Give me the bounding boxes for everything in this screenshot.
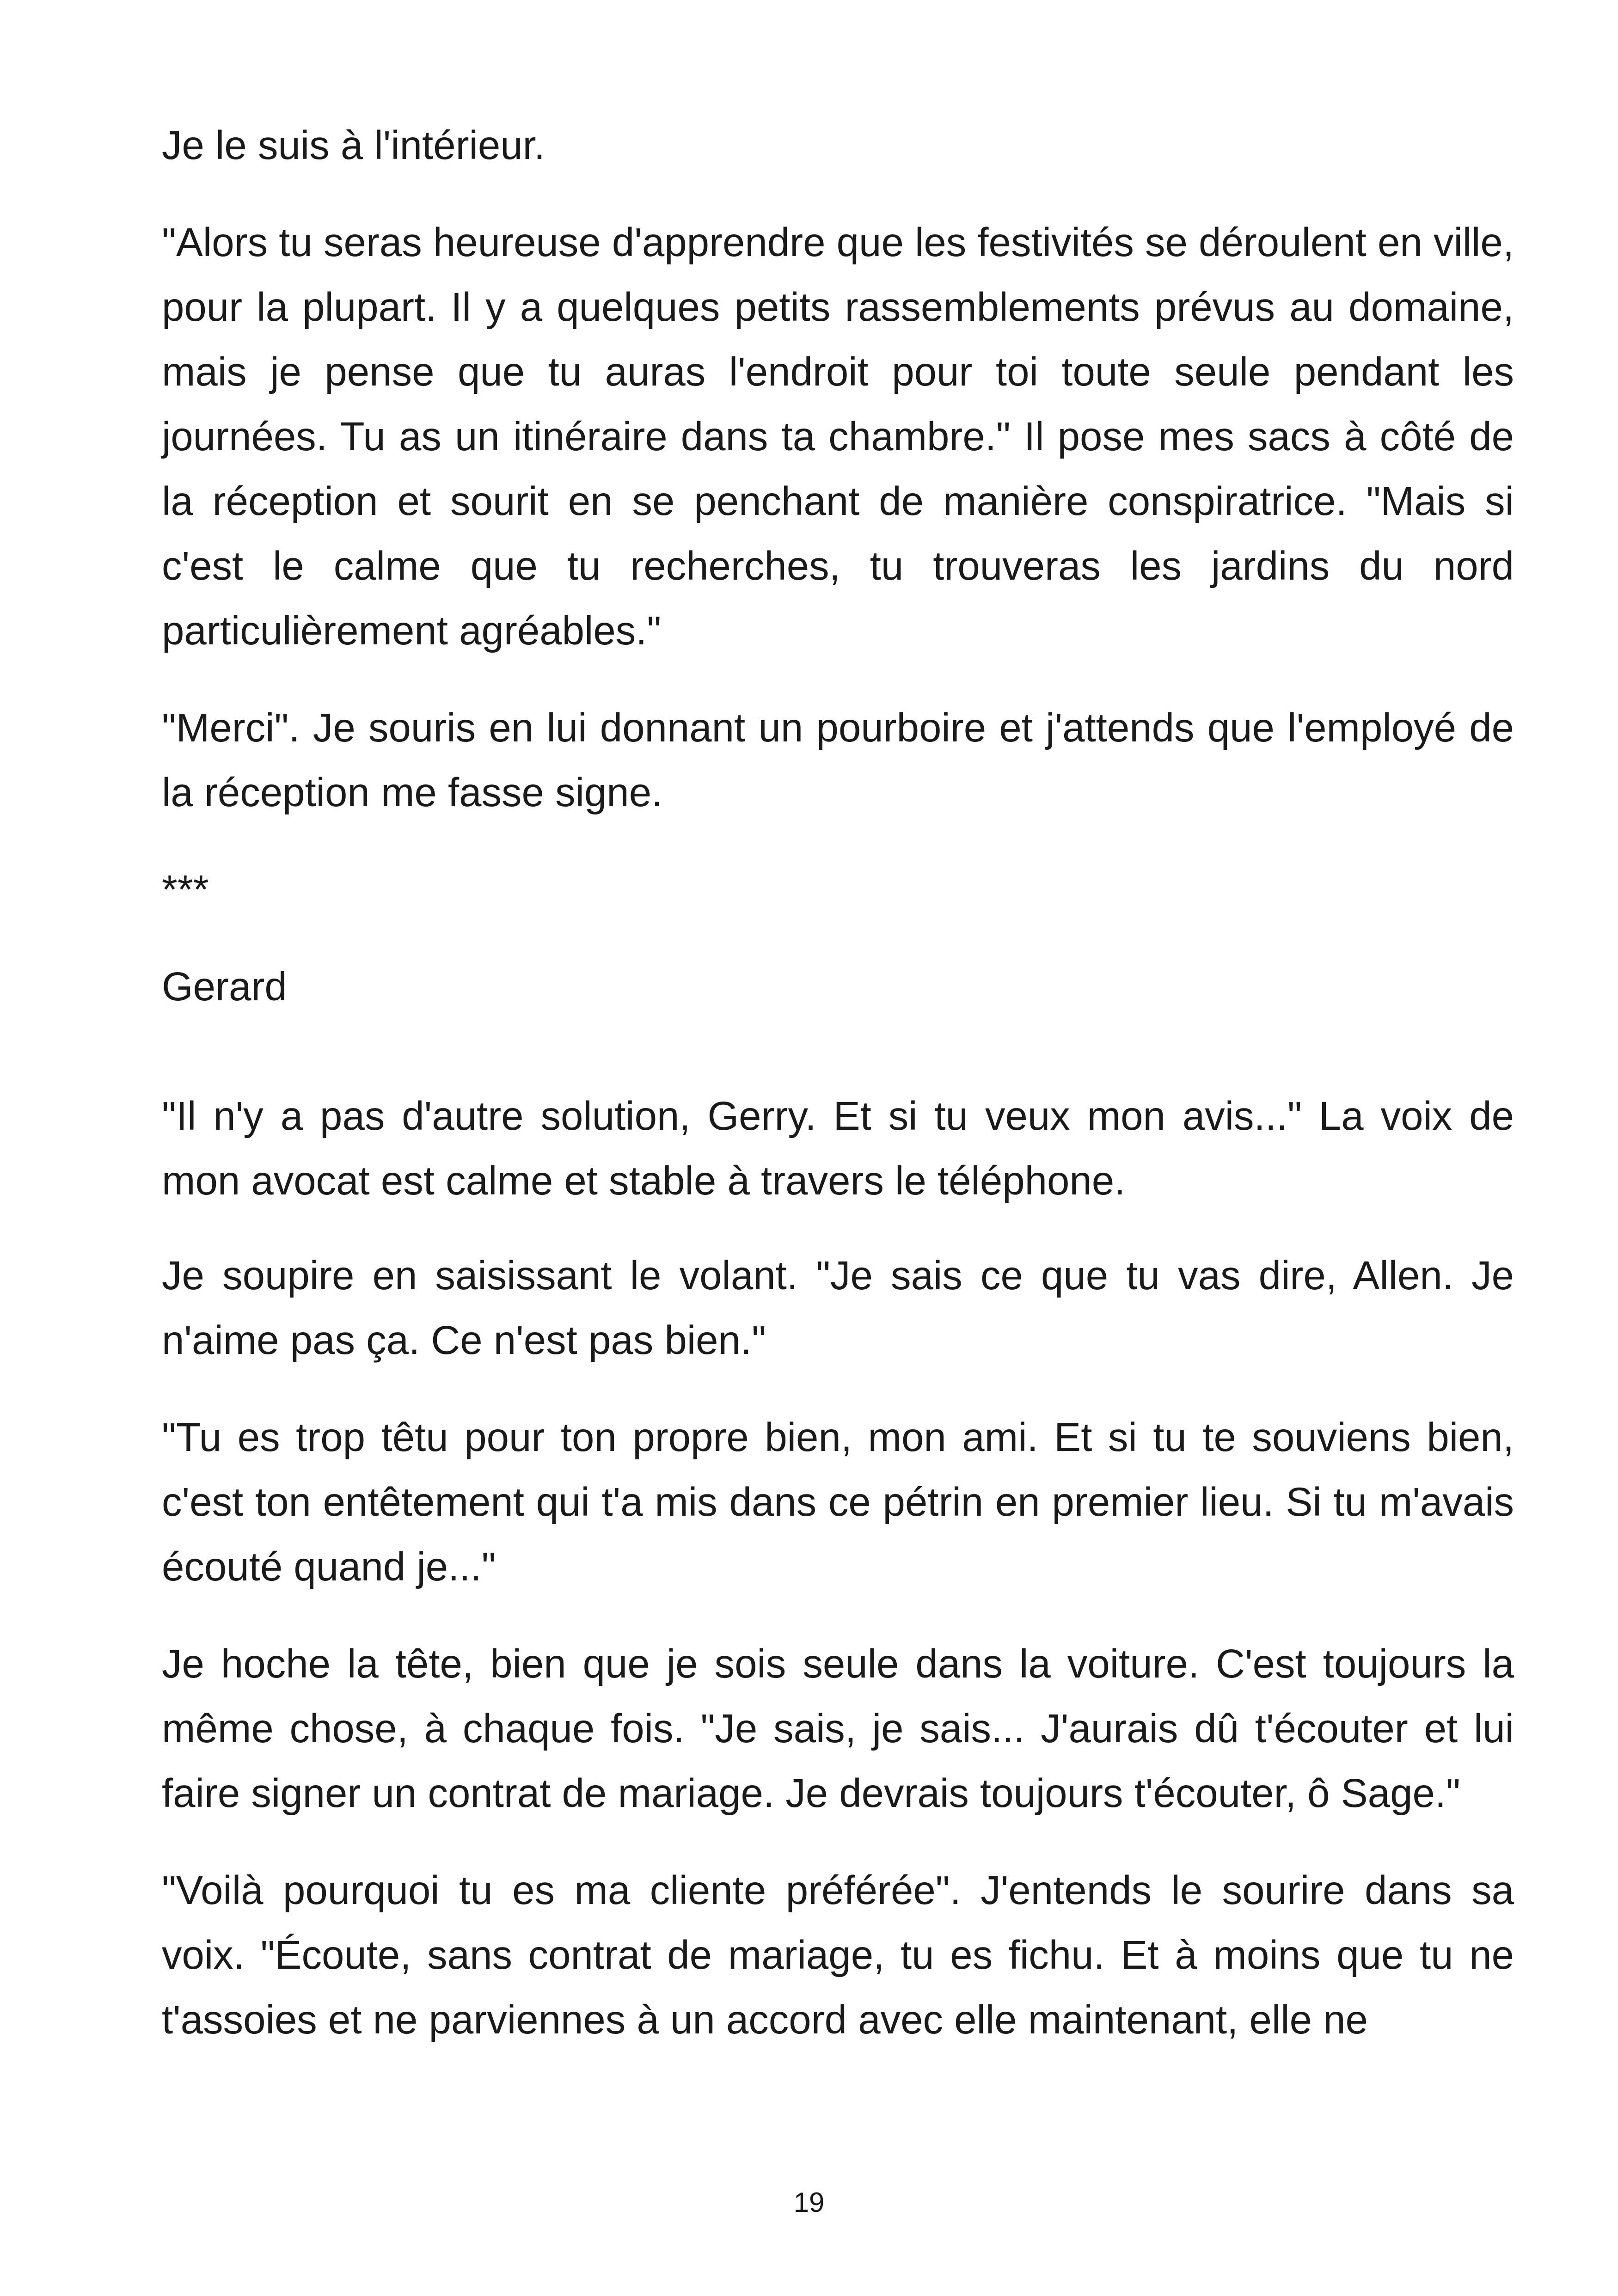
scene-break: *** [162,867,209,912]
document-page [162,0,1514,2296]
paragraph-9: Je hoche la tête, bien que je sois seule dans la voiture. C'est toujours la même chose, à chaque fois. "Je sais, je sais... J'aurais dû t'écouter et lui faire signer un contrat de mariage. Je devrais toujours t'écouter, ô Sage." [162,1641,1514,1816]
paragraph-10: "Voilà pourquoi tu es ma cliente préférée". J'entends le sourire dans sa voix. "Écoute, sans contrat de mariage, tu es fichu. Et à moins que tu ne t'assoies et ne parviennes à un accord avec elle maintenant, elle ne [162,1868,1514,2042]
section-heading: Gerard [162,964,287,1009]
paragraph-3: "Merci". Je souris en lui donnant un pourboire et j'attends que l'employé de la réception me fasse signe. [162,705,1514,815]
paragraph-8: "Tu es trop têtu pour ton propre bien, mon ami. Et si tu te souviens bien, c'est ton entêtement qui t'a mis dans ce pétrin en premier lieu. Si tu m'avais écouté quand je..." [162,1415,1514,1589]
paragraph-7: Je soupire en saisissant le volant. "Je sais ce que tu vas dire, Allen. Je n'aime pas ça. Ce n'est pas bien." [162,1253,1514,1363]
paragraph-2: "Alors tu seras heureuse d'apprendre que les festivités se déroulent en ville, pour la plupart. Il y a quelques petits rassemblements prévus au domaine, mais je pense que tu auras l'endroit pour toi toute seule pendant les journées. Tu as un itinéraire dans ta chambre." Il pose mes sacs à côté de la réception et sourit en se penchant de manière conspiratrice. "Mais si c'est le calme que tu recherches, tu trouveras les jardins du nord particulièrement agréables." [162,220,1514,653]
paragraph-1: Je le suis à l'intérieur. [162,123,545,168]
page-number: 19 [793,2187,825,2218]
paragraph-6: "Il n'y a pas d'autre solution, Gerry. Et si tu veux mon avis..." La voix de mon avocat est calme et stable à travers le téléphone. [162,1094,1514,1203]
